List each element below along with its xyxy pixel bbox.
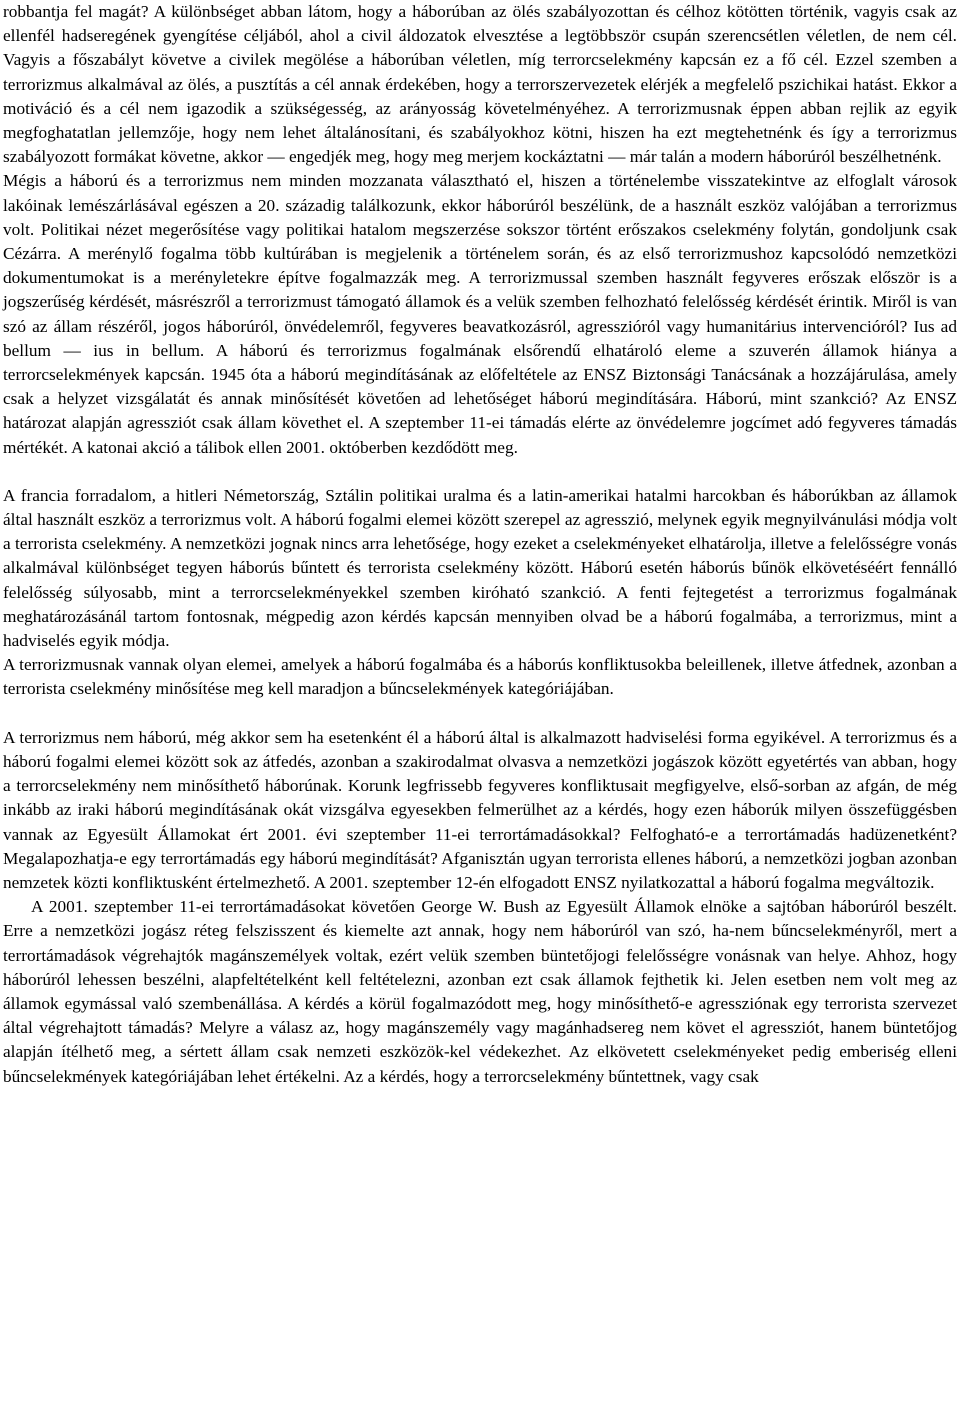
- paragraph-4: A terrorizmusnak vannak olyan elemei, amelyek a háború fogalmába és a háborús konfliktusokba beleillenek, illetve átfednek, azonban a terrorista cselekmény minősítése meg kell maradjon a bűncselekmények kategóriájában.: [3, 655, 957, 699]
- paragraph-gap: [3, 702, 957, 726]
- paragraph-gap: [3, 460, 957, 484]
- document-page: [3, 0, 957, 1089]
- paragraph-6: A 2001. szeptember 11-ei terrortámadásokat követően George W. Bush az Egyesült Államok elnöke a sajtóban háborúról beszélt. Erre a nemzetközi jogász réteg felszisszent és kiemelte azt annak, hogy nem háborúról van szó, ha-nem bűncselekményről, mert a terrortámadások végrehajtók magánszemélyek voltak, ezért velük szemben büntetőjogi felelősségre vonásnak van helye. Ahhoz, hogy háborúról lehessen beszélni, alapfeltételként kell feltételezni, azonban ezt csak államok fejthetik ki. Jelen esetben nem volt meg az államok egymással való szembenállása. A kérdés a körül fogalmazódott meg, hogy minősíthető-e agressziónak egy terrorista szervezet által végrehajtott támadás? Melyre a válasz az, hogy magánszemély vagy magánhadsereg nem követ el agressziót, hanem büntetőjog alapján ítélhető meg, a sértett állam csak nemzeti eszközök-kel védekezhet. Az elkövetett cselekményeket pedig emberiség elleni bűncselekmények kategóriájában lehet értékelni. Az a kérdés, hogy a terrorcselekmény bűntettnek, vagy csak: [3, 897, 957, 1086]
- paragraph-1: robbantja fel magát? A különbséget abban látom, hogy a háborúban az ölés szabályozottan és célhoz kötötten történik, vagyis csak az ellenfél hadseregének gyengítése céljából, ahol a civil áldozatok elvesztése a legtöbbször csupán szerencsétlen véletlen, de nem cél. Vagyis a főszabályt követve a civilek megölése a háborúban véletlen, míg terrorcselekmény kapcsán ez a fő cél. Ezzel szemben a terrorizmus alkalmával az ölés, a pusztítás a cél annak érdekében, hogy a terrorszervezetek elérjék a megfelelő pszichikai hatást. Ekkor a motiváció és a cél nem igazodik a szükségesség, az arányosság követelményéhez. A terrorizmusnak éppen abban rejlik az egyik megfoghatatlan jellemzője, hogy nem lehet általánosítani, és szabályokhoz kötni, hiszen ha ezt megtehetnénk és így a terrorizmus szabályozott formákat követne, akkor — engedjék meg, hogy meg merjem kockáztatni — már talán a modern háborúról beszélhetnénk.: [3, 2, 957, 167]
- paragraph-2: Mégis a háború és a terrorizmus nem minden mozzanata választható el, hiszen a történelembe visszatekintve az elfoglalt városok lakóinak lemészárlásával egészen a 20. századig találkozunk, ekkor háborúról beszélünk, de a használt eszköz valójában a terrorizmus volt. Politikai nézet megerősítése vagy politikai hatalom megszerzése sokszor történt erőszakos cselekmény folytán, gondoljunk csak Cézárra. A merénylő fogalma több kultúrában is megjelenik a történelem során, és az első terrorizmushoz kapcsolódó nemzetközi dokumentumokat is a merényletekre építve fogalmazzák meg. A terrorizmussal szemben használt fegyveres erőszak először is a jogszerűség kérdését, másrészről a terrorizmust támogató államok és a velük szemben felhozható felelősség kérdését érintik. Miről is van szó az állam részéről, jogos háborúról, önvédelemről, fegyveres beavatkozásról, agresszióról vagy humanitárius intervencióról? Ius ad bellum — ius in bellum. A háború és terrorizmus fogalmának elsőrendű elhatároló eleme a szuverén államok hiánya a terrorcselekmények kapcsán. 1945 óta a háború megindításának az előfeltétele az ENSZ Biztonsági Tanácsának a hozzájárulása, amely csak a helyzet vizsgálatát és annak minősítését követően ad lehetőséget háború megindítására. Háború, mint szankció? Az ENSZ határozat alapján agressziót csak állam követhet el. A szeptember 11-ei támadás elérte az önvédelemre jogcímet adó fegyveres támadás mértékét. A katonai akció a tálibok ellen 2001. októberben kezdődött meg.: [3, 171, 957, 457]
- paragraph-5: A terrorizmus nem háború, még akkor sem ha esetenként él a háború által is alkalmazott hadviselési forma egyikével. A terrorizmus és a háború fogalmi elemei között sok az átfedés, azonban a szakirodalmat olvasva a nemzetközi jogászok között egyetértés van abban, hogy a terrorcselekmény nem minősíthető háborúnak. Korunk legfrissebb fegyveres konfliktusait megfigyelve, első-sorban az afgán, de még inkább az iraki háború megindításának okát vizsgálva egyesekben felmerülhet az a kérdés, hogy ezen háborúk milyen összefüggésben vannak az Egyesült Államokat ért 2001. évi szeptember 11-ei terrortámadásokkal? Felfogható-e a terrortámadás hadüzenetként? Megalapozhatja-e egy terrortámadás egy háború megindítását? Afganisztán ugyan terrorista ellenes háború, a nemzetközi jogban azonban nemzetek közti konfliktusként értelmezhető. A 2001. szeptember 12-én elfogadott ENSZ nyilatkozattal a háború fogalma megváltozik.: [3, 727, 957, 892]
- paragraph-3: A francia forradalom, a hitleri Németország, Sztálin politikai uralma és a latin-amerikai hatalmi harcokban és háborúkban az államok által használt eszköz a terrorizmus volt. A háború fogalmi elemei között szerepel az agresszió, melynek egyik megnyilvánulási módja volt a terrorista cselekmény. A nemzetközi jognak nincs arra lehetősége, hogy ezeket a cselekményeket elhatárolja, illetve a felelősségre vonás alkalmával különbséget tegyen háborús bűntett és terrorista cselekmény között. Háború esetén háborús bűnök elkövetéséért fennálló felelősség súlyosabb, mint a terrorcselekményekkel szemben kiróható szankció. A fenti fejtegetést a terrorizmus fogalmának meghatározásánál tartom fontosnak, mégpedig azon kérdés kapcsán mennyiben olvad be a háború fogalmába, a terrorizmus, mint a hadviselés egyik módja.: [3, 485, 958, 651]
